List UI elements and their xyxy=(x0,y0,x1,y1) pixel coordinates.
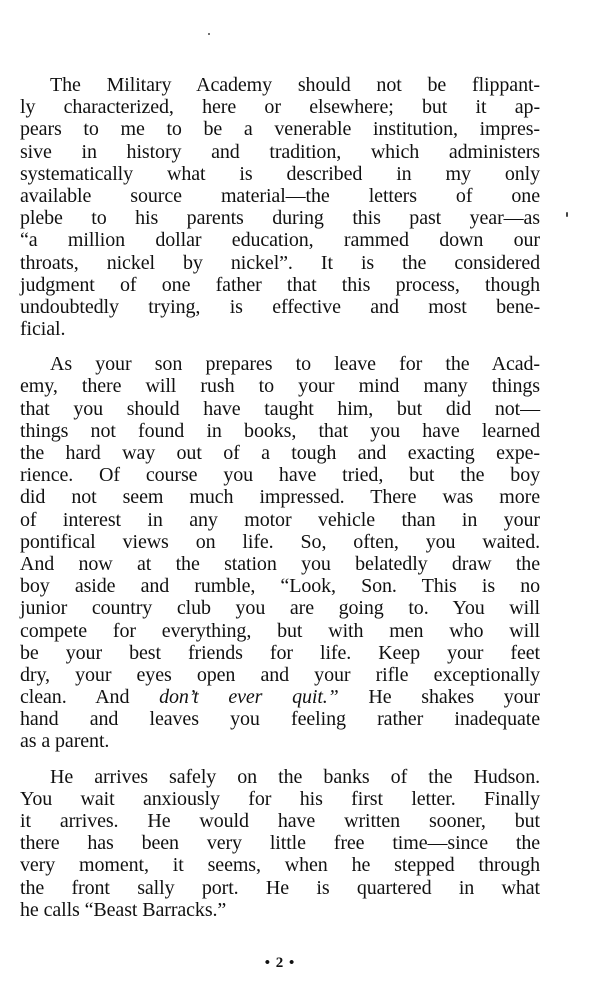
text-line: throats, nickel by nickel”. It is the considered xyxy=(20,251,540,274)
text-line: be your best friends for life. Keep your feet xyxy=(20,641,540,664)
text-line: He arrives safely on the banks of the Hudson. xyxy=(50,765,540,788)
text-line: pontifical views on life. So, often, you waited. xyxy=(20,530,540,553)
text-line: systematically what is described in my only xyxy=(20,162,540,185)
text-line: there has been very little free time—since the xyxy=(20,832,540,855)
text-line: plebe to his parents during this past year—as xyxy=(20,207,540,230)
text-line: judgment of one father that this process, though xyxy=(20,273,540,296)
text-line: ficial. xyxy=(20,318,66,341)
italic-quote: don’t ever quit.” xyxy=(159,686,339,709)
text-line: that you should have taught him, but did not— xyxy=(20,397,540,420)
paragraph-3 xyxy=(20,766,540,921)
text-line: hand and leaves you feeling rather inadequate xyxy=(20,708,540,731)
text-line: undoubtedly trying, is effective and most bene- xyxy=(20,295,540,318)
line-start: clean. And xyxy=(20,686,160,709)
text-line: boy aside and rumble, “Look, Son. This is no xyxy=(20,575,540,598)
text-line: compete for everything, but with men who will xyxy=(20,619,540,642)
text-line: did not seem much impressed. There was more xyxy=(20,486,540,509)
text-line: rience. Of course you have tried, but the boy xyxy=(20,464,540,487)
text-line: sive in history and tradition, which administers xyxy=(20,140,540,163)
text-line-with-emphasis xyxy=(20,686,540,708)
text-line: pears to me to be a venerable institution, impres- xyxy=(20,118,540,141)
text-line: as a parent. xyxy=(20,730,110,753)
line-end: He shakes your xyxy=(338,686,540,709)
text-line: available source material—the letters of one xyxy=(20,184,540,207)
text-line: You wait anxiously for his first letter. Finally xyxy=(20,787,540,810)
paragraph-1 xyxy=(20,74,540,340)
page-number: • 2 • xyxy=(264,955,296,971)
text-line: “a million dollar education, rammed down our xyxy=(20,229,540,252)
text-line: The Military Academy should not be flippant- xyxy=(50,74,540,96)
text-line: the front sally port. He is quartered in what xyxy=(20,876,540,899)
paragraph-2 xyxy=(20,353,540,752)
text-line: ly characterized, here or elsewhere; but it ap- xyxy=(20,96,540,119)
text-line: of interest in any motor vehicle than in your xyxy=(20,508,540,531)
text-line: emy, there will rush to your mind many things xyxy=(20,375,540,398)
body-text xyxy=(20,74,540,921)
text-line: dry, your eyes open and your rifle exceptionally xyxy=(20,663,540,686)
text-line: it arrives. He would have written sooner, but xyxy=(20,810,540,832)
text-line: As your son prepares to leave for the Acad- xyxy=(50,353,540,376)
text-line: very moment, it seems, when he stepped through xyxy=(20,854,540,877)
text-line: things not found in books, that you have learned xyxy=(20,419,540,442)
print-speck xyxy=(208,33,210,35)
print-speck xyxy=(566,212,568,217)
text-line: And now at the station you belatedly draw the xyxy=(20,552,540,575)
text-line: junior country club you are going to. You will xyxy=(20,597,540,620)
text-line: he calls “Beast Barracks.” xyxy=(20,898,227,921)
text-line: the hard way out of a tough and exacting expe- xyxy=(20,442,540,464)
